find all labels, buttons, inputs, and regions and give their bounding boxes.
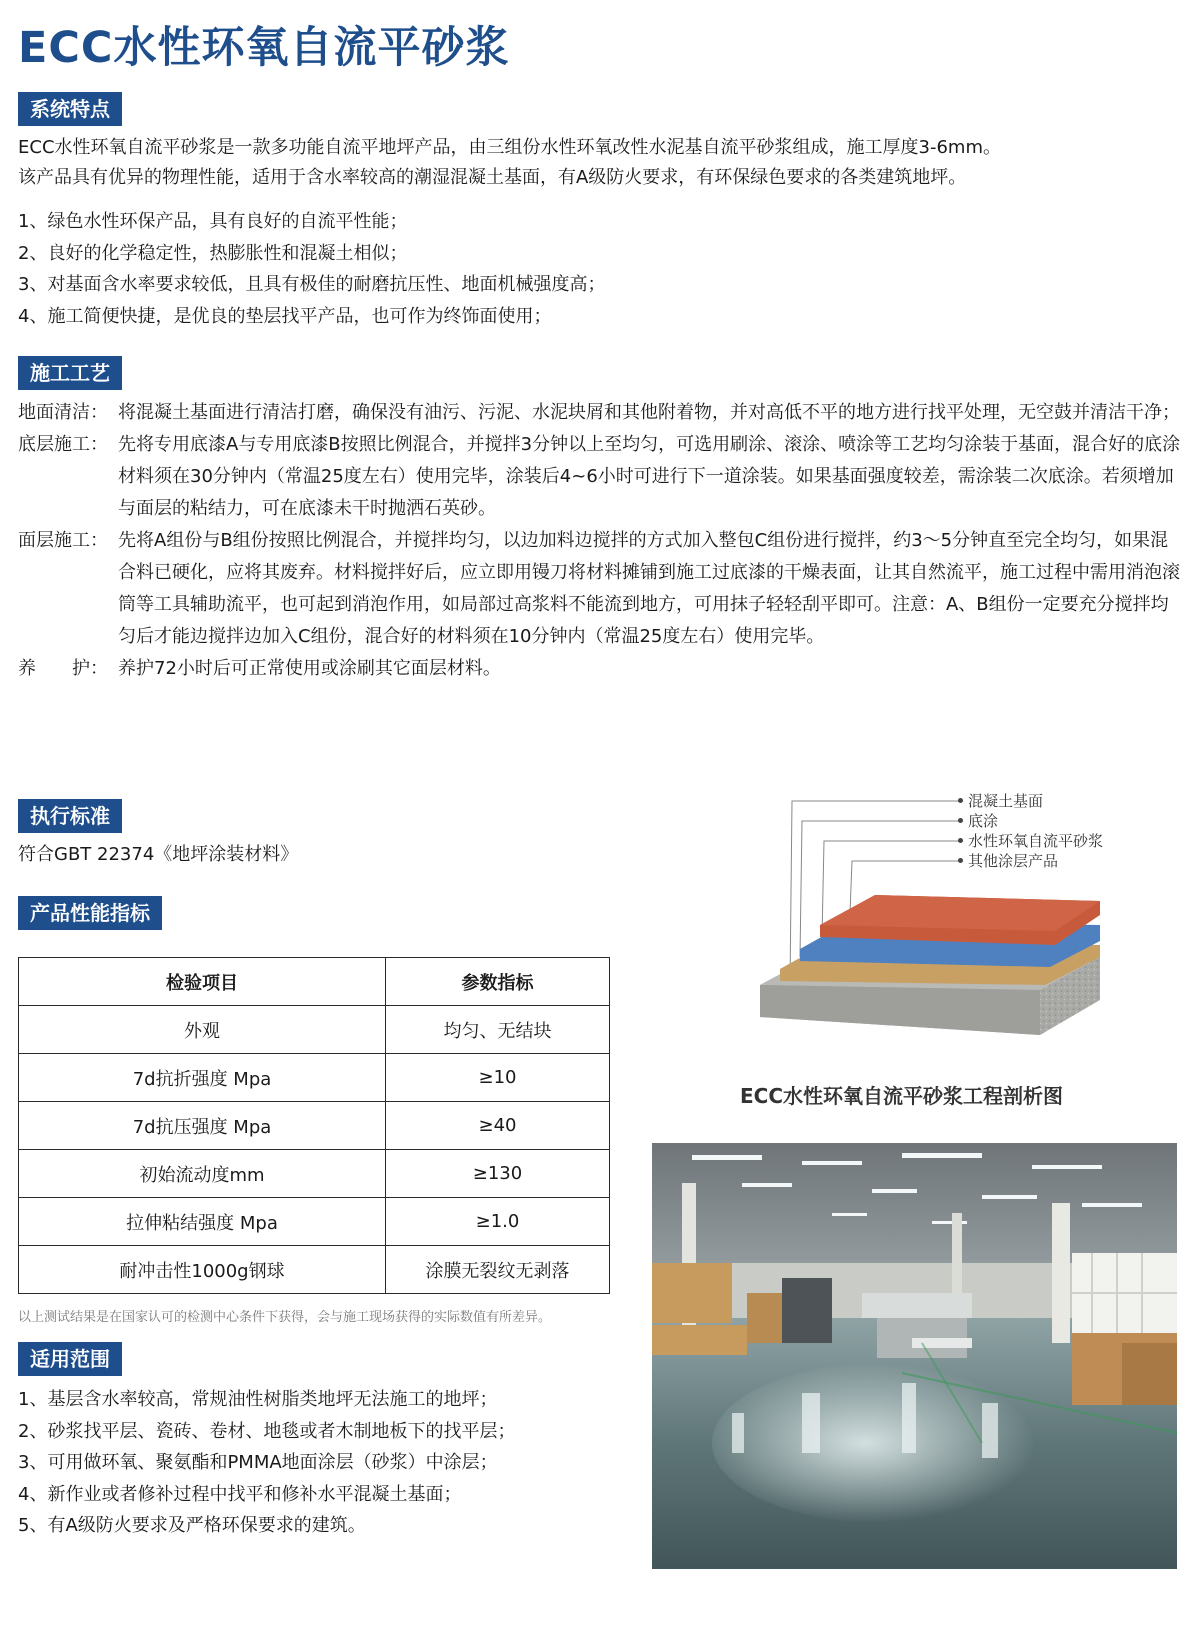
scope-item: 1、基层含水率较高，常规油性树脂类地坪无法施工的地坪； (18, 1389, 498, 1410)
process-step (18, 653, 1183, 685)
process-step-text: 先将A组份与B组份按照比例混合，并搅拌均匀，以边加料边搅拌的方式加入整包C组份进行搅拌，约3～5分钟直至完全均匀，如果混合料已硬化，应将其废弃。材料搅拌好后，应立即用镘刀将材料摊铺到施工过底漆的干燥表面，让其自然流平，施工过程中需用消泡滚筒等工具辅助流平，也可起到消泡作用，如局部过高浆料不能流到地方，可用抹子轻轻刮平即可。注意：A、B组份一定要充分搅拌均匀后才能边搅拌边加入C组份，混合好的材料须在10分钟内（常温25度左右）使用完毕。 (118, 530, 1180, 647)
table-header-value: 参数指标 (386, 958, 610, 1006)
legend-primer: 底涂 (968, 812, 999, 830)
table-header-item: 检验项目 (19, 958, 386, 1006)
table-row (19, 1198, 610, 1246)
legend-bullet (958, 858, 963, 863)
process-list (18, 397, 1183, 685)
table-header-row (19, 958, 610, 1006)
page-title: ECC水性环氧自流平砂浆 (18, 23, 510, 73)
table-row (19, 1246, 610, 1294)
scope-list (18, 1384, 515, 1542)
standard-text: 符合GBT 22374《地坪涂装材料》 (18, 844, 299, 865)
section-heading-performance: 产品性能指标 (18, 896, 162, 930)
legend-mortar: 水性环氧自流平砂浆 (968, 832, 1104, 850)
process-step-label: 面层施工： (18, 530, 108, 551)
process-step-text: 先将专用底漆A与专用底漆B按照比例混合，并搅拌3分钟以上至均匀，可选用刷涂、滚涂、喷涂等工艺均匀涂装于基面，混合好的底涂材料须在30分钟内（常温25度左右）使用完毕，涂装后4~6小时可进行下一道涂装。如果基面强度较差，需涂装二次底涂。若须增加与面层的粘结力，可在底漆未干时抛洒石英砂。 (118, 434, 1181, 519)
section-heading-features: 系统特点 (18, 92, 122, 126)
legend-bullet (958, 798, 963, 803)
table-cell-item: 耐冲击性1000g钢球 (19, 1246, 386, 1294)
diagram-caption: ECC水性环氧自流平砂浆工程剖析图 (740, 1084, 1064, 1108)
table-cell-value: ≥40 (386, 1102, 610, 1150)
topcoat-top (820, 895, 1100, 931)
feature-item: 3、对基面含水率要求较低，且具有极佳的耐磨抗压性、地面机械强度高； (18, 274, 606, 295)
scope-item: 5、有A级防火要求及严格环保要求的建筑。 (18, 1515, 366, 1536)
table-row (19, 1054, 610, 1102)
layer-section-diagram (700, 785, 1120, 1055)
factory-floor-photo (652, 1143, 1177, 1569)
features-list (18, 206, 605, 332)
table-cell-item: 7d抗折强度 Mpa (19, 1054, 386, 1102)
scope-item: 2、砂浆找平层、瓷砖、卷材、地毯或者木制地板下的找平层； (18, 1420, 516, 1442)
section-heading-process: 施工工艺 (18, 356, 122, 390)
feature-item: 2、良好的化学稳定性，热膨胀性和混凝土相似； (18, 242, 408, 264)
process-step-label: 地面清洁： (18, 402, 108, 423)
process-step-text: 养护72小时后可正常使用或涂刷其它面层材料。 (118, 658, 501, 679)
table-row (19, 1150, 610, 1198)
table-cell-value: 均匀、无结块 (386, 1006, 610, 1054)
legend-bullet (958, 838, 963, 843)
table-cell-value: ≥130 (386, 1150, 610, 1198)
table-cell-value: 涂膜无裂纹无剥落 (386, 1246, 610, 1294)
process-step (18, 525, 1183, 653)
process-step-label: 底层施工： (18, 434, 108, 455)
section-heading-scope: 适用范围 (18, 1342, 122, 1376)
feature-item: 1、绿色水性环保产品，具有良好的自流平性能； (18, 211, 408, 232)
process-step-text: 将混凝土基面进行清洁打磨，确保没有油污、污泥、水泥块屑和其他附着物，并对高低不平的地方进行找平处理，无空鼓并清洁干净； (118, 402, 1180, 423)
process-step (18, 397, 1183, 429)
section-heading-standard: 执行标准 (18, 799, 122, 833)
concrete-front (760, 985, 1040, 1035)
intro-line-1: ECC水性环氧自流平砂浆是一款多功能自流平地坪产品，由三组份水性环氧改性水泥基自流平砂浆组成，施工厚度3-6mm。 (18, 137, 1001, 158)
table-footnote: 以上测试结果是在国家认可的检测中心条件下获得，会与施工现场获得的实际数值有所差异。 (18, 1310, 552, 1325)
legend-bullet (958, 818, 963, 823)
table-row (19, 1102, 610, 1150)
intro-line-2: 该产品具有优异的物理性能，适用于含水率较高的潮湿混凝土基面，有A级防火要求，有环保绿色要求的各类建筑地坪。 (18, 167, 967, 188)
scope-item: 4、新作业或者修补过程中找平和修补水平混凝土基面； (18, 1483, 462, 1505)
scope-item: 3、可用做环氧、聚氨酯和PMMA地面涂层（砂浆）中涂层； (18, 1452, 498, 1473)
table-cell-value: ≥10 (386, 1054, 610, 1102)
legend-topcoat: 其他涂层产品 (968, 852, 1059, 870)
feature-item: 4、施工简便快捷，是优良的垫层找平产品，也可作为终饰面使用； (18, 305, 552, 327)
intro-paragraph (18, 133, 1001, 193)
legend-concrete: 混凝土基面 (968, 792, 1044, 810)
process-step (18, 429, 1183, 525)
table-cell-item: 拉伸粘结强度 Mpa (19, 1198, 386, 1246)
table-cell-item: 7d抗压强度 Mpa (19, 1102, 386, 1150)
performance-table (18, 957, 610, 1294)
table-row (19, 1006, 610, 1054)
table-cell-item: 初始流动度mm (19, 1150, 386, 1198)
process-step-label: 养 护： (18, 658, 108, 679)
table-cell-item: 外观 (19, 1006, 386, 1054)
table-cell-value: ≥1.0 (386, 1198, 610, 1246)
